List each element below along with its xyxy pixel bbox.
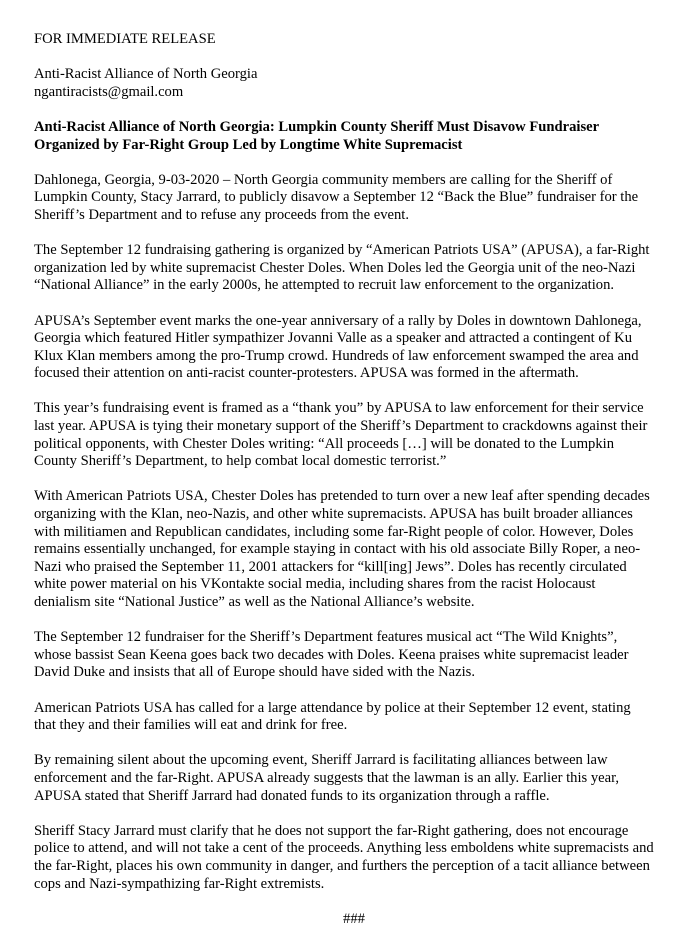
organization-contact-block xyxy=(34,66,674,101)
body-paragraph: With American Patriots USA, Chester Doles has pretended to turn over a new leaf after spending decades organizing with the Klan, neo-Nazis, and other white supremacists. APUSA has built broader alliances with militiamen and Republican candidates, including some far-Right people of color. However, Doles remains essentially unchanged, for example staying in contact with his old associate Billy Roper, a neo- Nazi who praised the September 11, 2001 attackers for “kill[ing] Jews”. Doles has recently circulated white power material on his VKontakte social media, including shares from the racist Holocaust denialism site “National Justice” as well as the National Alliance’s website. xyxy=(34,488,650,610)
body-paragraph: Dahlonega, Georgia, 9-03-2020 – North Georgia community members are calling for the Sheriff of Lumpkin County, Stacy Jarrard, to publicly disavow a September 12 “Back the Blue” fundraiser for the Sheriff’s Department and to refuse any proceeds from the event. xyxy=(34,171,639,223)
body-paragraph: By remaining silent about the upcoming event, Sheriff Jarrard is facilitating alliances between law enforcement and the far-Right. APUSA already suggests that the lawman is an ally. Earlier this year, APUSA stated that Sheriff Jarrard had donated funds to its organization through a raffle. xyxy=(34,752,620,804)
organization-name: Anti-Racist Alliance of North Georgia xyxy=(34,66,258,83)
release-label: FOR IMMEDIATE RELEASE xyxy=(34,31,216,47)
press-release-page xyxy=(34,31,674,928)
body-paragraph: The September 12 fundraising gathering is organized by “American Patriots USA” (APUSA), a far-Right organization led by white supremacist Chester Doles. When Doles led the Georgia unit of the neo-Nazi “National Alliance” in the early 2000s, he attempted to recruit law enforcement to the organization. xyxy=(34,242,650,294)
body-paragraph: Sheriff Stacy Jarrard must clarify that he does not support the far-Right gathering, does not encourage police to attend, and will not take a cent of the proceeds. Anything less emboldens white supremacists and the far-Right, places his own community in danger, and furthers the perception of a tacit alliance between cops and Nazi-sympathizing far-Right extremists. xyxy=(34,822,654,892)
body-paragraph: APUSA’s September event marks the one-year anniversary of a rally by Doles in downtown Dahlonega, Georgia which featured Hitler sympathizer Jovanni Valle as a speaker and attracted a contingent of Ku Klux Klan members among the pro-Trump crowd. Hundreds of law enforcement swamped the area and focused their attention on anti-racist counter-protesters. APUSA was formed in the aftermath. xyxy=(34,312,642,382)
end-of-release-mark: ### xyxy=(343,910,365,927)
organization-email: ngantiracists@gmail.com xyxy=(34,83,184,100)
body-paragraph: The September 12 fundraiser for the Sheriff’s Department features musical act “The Wild Knights”, whose bassist Sean Keena goes back two decades with Doles. Keena praises white supremacist leader David Duke and insists that all of Europe should have sided with the Nazis. xyxy=(34,629,629,681)
body-paragraph: American Patriots USA has called for a large attendance by police at their September 12 event, stating that they and their families will eat and drink for free. xyxy=(34,699,631,734)
body-paragraph: This year’s fundraising event is framed as a “thank you” by APUSA to law enforcement for their service last year. APUSA is tying their monetary support of the Sheriff’s Department to crackdowns against their political opponents, with Chester Doles writing: “All proceeds […] will be donated to the Lumpkin County Sheriff’s Department, to help combat local domestic terrorist.” xyxy=(34,400,648,470)
headline: Anti-Racist Alliance of North Georgia: Lumpkin County Sheriff Must Disavow Fundraiser Organized by Far-Right Group Led by Longtime White Supremacist xyxy=(34,118,600,153)
